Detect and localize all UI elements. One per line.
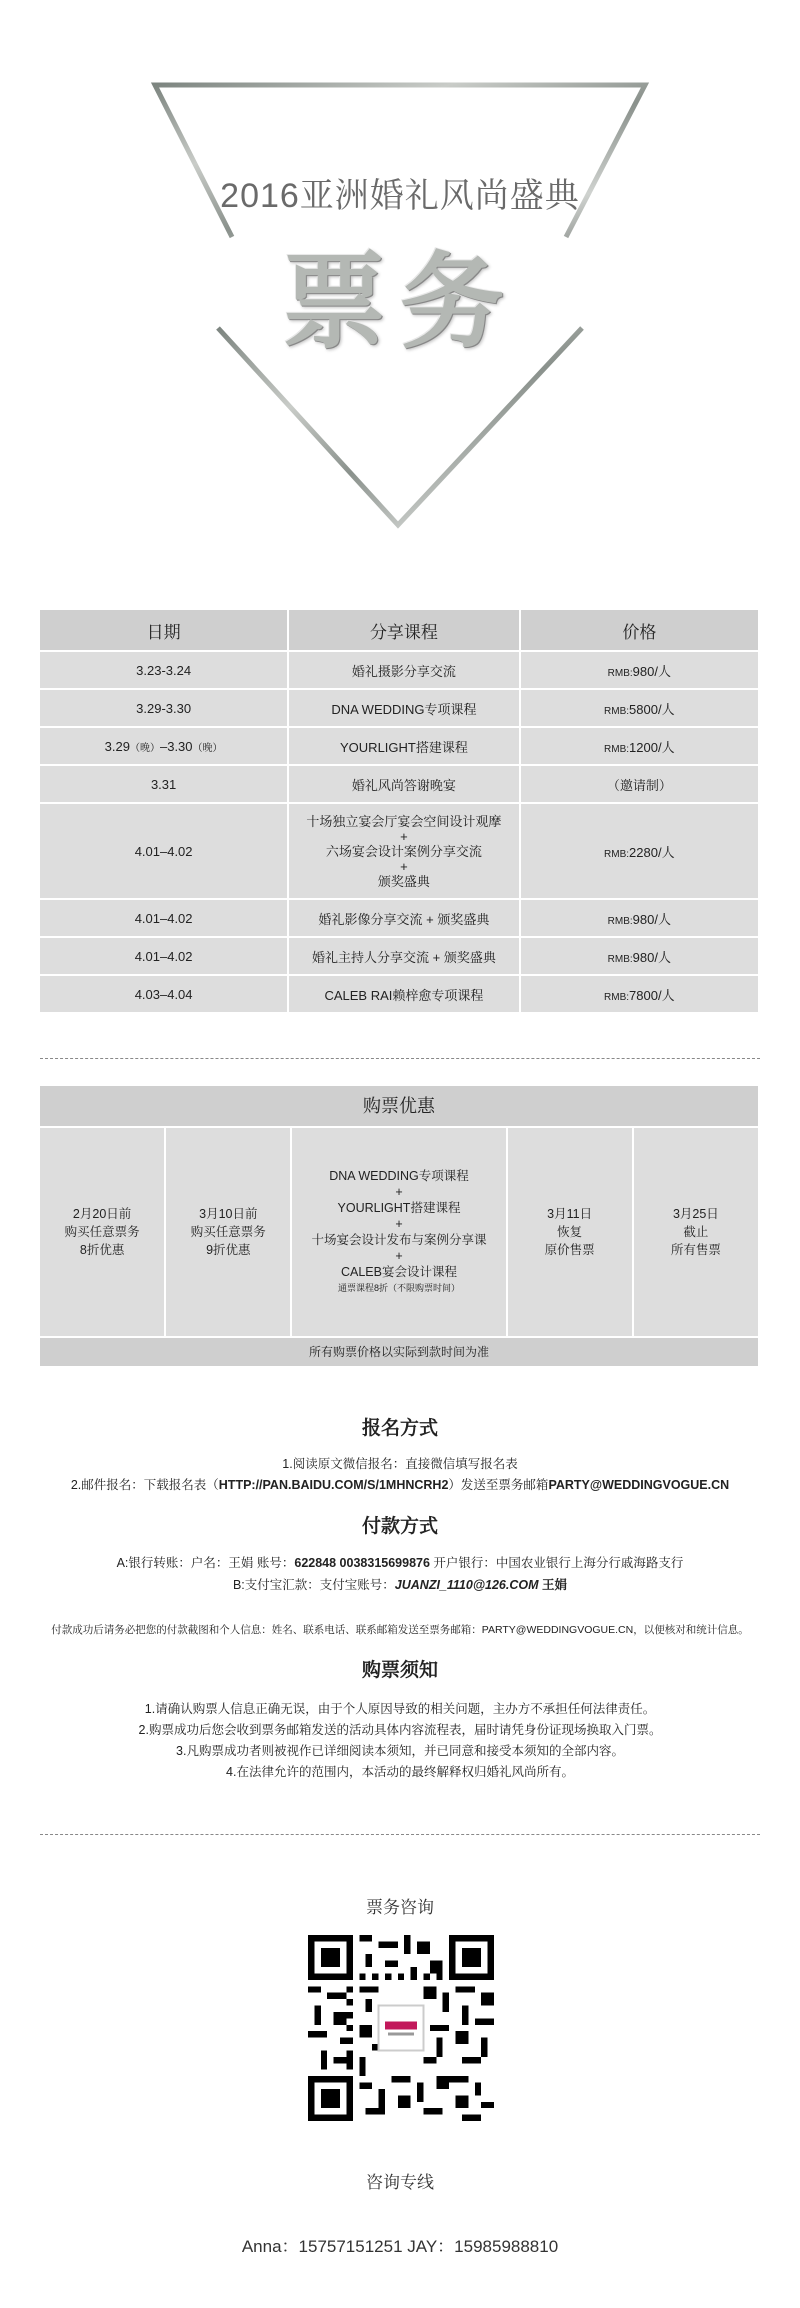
price-value: 980/人 bbox=[632, 949, 671, 965]
discount-text: 8折优惠 bbox=[79, 1243, 125, 1257]
table-header-row bbox=[40, 610, 759, 651]
discount-text: + bbox=[395, 1217, 403, 1231]
download-link[interactable]: HTTP://PAN.BAIDU.COM/S/1MHNCRH2 bbox=[218, 1478, 449, 1492]
discount-footer-row bbox=[40, 1337, 759, 1367]
price-value: 5800/人 bbox=[629, 701, 675, 717]
table-row bbox=[40, 765, 759, 803]
discount-text: 9折优惠 bbox=[206, 1243, 251, 1257]
discount-text: 原价售票 bbox=[544, 1243, 595, 1257]
discount-text: 2月20日前 bbox=[72, 1207, 132, 1221]
signup-text: 2.邮件报名：下载报名表（ bbox=[70, 1478, 219, 1492]
row-course: CALEB RAI赖梓愈专项课程 bbox=[288, 975, 519, 1013]
page-title: 票务 bbox=[281, 245, 518, 361]
course-line: 六场宴会设计案例分享交流 bbox=[325, 843, 482, 859]
discount-text: + bbox=[395, 1185, 403, 1199]
discount-footer: 所有购票价格以实际到款时间为准 bbox=[40, 1337, 759, 1367]
payment-text: A:银行转账：户名：王娟 账号： bbox=[116, 1556, 295, 1570]
row-price bbox=[520, 899, 759, 937]
price-value: 980/人 bbox=[632, 663, 671, 679]
header-date: 日期 bbox=[40, 610, 288, 651]
discount-text: 十场宴会设计发布与案例分享课 bbox=[311, 1233, 487, 1247]
course-line: 十场独立宴会厅宴会空间设计观摩 bbox=[306, 813, 502, 829]
notice-title: 购票须知 bbox=[361, 1660, 438, 1681]
row-course: 婚礼摄影分享交流 bbox=[288, 651, 519, 689]
row-date bbox=[40, 727, 288, 765]
discount-cell-pass bbox=[291, 1127, 506, 1337]
discount-note: 通票课程8折（不限购票时间） bbox=[337, 1283, 460, 1293]
discount-header-row bbox=[40, 1086, 759, 1127]
row-price bbox=[520, 803, 759, 899]
row-date: 4.03–4.04 bbox=[40, 975, 288, 1013]
price-table bbox=[40, 610, 760, 1014]
qr-code-icon bbox=[308, 1935, 494, 2121]
signup-line-1: 1.阅读原文微信报名：直接微信填写报名表 bbox=[282, 1457, 518, 1471]
row-price bbox=[520, 975, 759, 1013]
header-price: 价格 bbox=[520, 610, 759, 651]
currency-prefix: RMB: bbox=[607, 667, 633, 679]
event-subtitle: 2016亚洲婚礼风尚盛典 bbox=[220, 177, 580, 215]
qr-caption: 票务咨询 bbox=[366, 1898, 434, 1917]
currency-prefix: RMB: bbox=[604, 991, 630, 1003]
date-end: –3.30 bbox=[159, 738, 193, 754]
divider bbox=[40, 1834, 760, 1835]
discount-row bbox=[40, 1127, 759, 1337]
row-course bbox=[288, 803, 519, 899]
signup-text: ）发送至票务邮箱 bbox=[448, 1478, 549, 1492]
discount-text: CALEB宴会设计课程 bbox=[340, 1265, 457, 1279]
discount-table bbox=[40, 1086, 760, 1368]
discount-text: 恢复 bbox=[557, 1225, 583, 1239]
course-line: + bbox=[400, 858, 408, 874]
table-row bbox=[40, 975, 759, 1013]
row-price bbox=[520, 727, 759, 765]
course-line: 颁奖盛典 bbox=[377, 873, 430, 889]
currency-prefix: RMB: bbox=[607, 915, 633, 927]
table-row bbox=[40, 689, 759, 727]
notice-item: 3.凡购票成功者则被视作已详细阅读本须知，并已同意和接受本须知的全部内容。 bbox=[176, 1744, 624, 1758]
currency-prefix: RMB: bbox=[604, 848, 630, 860]
discount-text: 购买任意票务 bbox=[64, 1225, 140, 1239]
discount-text: DNA WEDDING专项课程 bbox=[329, 1169, 469, 1183]
row-course: DNA WEDDING专项课程 bbox=[288, 689, 519, 727]
header-course: 分享课程 bbox=[288, 610, 519, 651]
currency-prefix: RMB: bbox=[604, 705, 630, 717]
account-holder-name: 王娟 bbox=[542, 1578, 568, 1592]
row-course: 婚礼影像分享交流 + 颁奖盛典 bbox=[288, 899, 519, 937]
row-date: 4.01–4.02 bbox=[40, 937, 288, 975]
notice-item: 2.购票成功后您会收到票务邮箱发送的活动具体内容流程表，届时请凭身份证现场换取入门票。 bbox=[138, 1723, 662, 1737]
discount-text: 3月25日 bbox=[672, 1207, 719, 1221]
price-value: 1200/人 bbox=[629, 739, 675, 755]
table-row bbox=[40, 651, 759, 689]
row-price: （邀请制） bbox=[520, 765, 759, 803]
discount-text: YOURLIGHT搭建课程 bbox=[337, 1201, 461, 1215]
discount-text: 3月11日 bbox=[547, 1207, 593, 1221]
discount-text: 购买任意票务 bbox=[190, 1225, 266, 1239]
row-course: 婚礼风尚答谢晚宴 bbox=[288, 765, 519, 803]
hotline-title: 咨询专线 bbox=[366, 2173, 434, 2192]
discount-text: 所有售票 bbox=[670, 1243, 721, 1257]
payment-title: 付款方式 bbox=[361, 1516, 438, 1537]
table-row bbox=[40, 727, 759, 765]
notice-item: 1.请确认购票人信息正确无误，由于个人原因导致的相关问题，主办方不承担任何法律责任。 bbox=[144, 1702, 656, 1716]
currency-prefix: RMB: bbox=[604, 743, 630, 755]
discount-cell-feb bbox=[40, 1127, 165, 1337]
payment-line-b bbox=[0, 1575, 800, 1593]
payment-note: 付款成功后请务必把您的付款截图和个人信息：姓名、联系电话、联系邮箱发送至票务邮箱：PARTY@WEDDINGVOGUE.CN，以便核对和统计信息。 bbox=[51, 1624, 749, 1636]
row-date: 4.01–4.02 bbox=[40, 899, 288, 937]
hero-banner bbox=[0, 0, 800, 560]
discount-cell-mar25 bbox=[633, 1127, 759, 1337]
divider bbox=[40, 1058, 760, 1059]
discount-title: 购票优惠 bbox=[40, 1086, 759, 1127]
course-line: + bbox=[400, 828, 408, 844]
row-price bbox=[520, 937, 759, 975]
table-row bbox=[40, 803, 759, 899]
payment-text: B:支付宝汇款：支付宝账号： bbox=[232, 1578, 395, 1592]
row-price bbox=[520, 689, 759, 727]
payment-text: 开户银行：中国农业银行上海分行戚海路支行 bbox=[429, 1556, 684, 1570]
price-value: 2280/人 bbox=[629, 844, 675, 860]
signup-line-2 bbox=[0, 1475, 800, 1493]
date-start: 3.29 bbox=[104, 738, 130, 754]
price-value: 980/人 bbox=[632, 911, 671, 927]
payment-line-a bbox=[0, 1553, 800, 1571]
bank-account-number: 622848 0038315699876 bbox=[294, 1556, 430, 1570]
row-date: 3.29-3.30 bbox=[40, 689, 288, 727]
currency-prefix: RMB: bbox=[607, 953, 633, 965]
discount-cell-mar11 bbox=[507, 1127, 633, 1337]
table-row bbox=[40, 899, 759, 937]
table-row bbox=[40, 937, 759, 975]
discount-text: 截止 bbox=[683, 1225, 709, 1239]
hotline-numbers: Anna：15757151251 JAY：15985988810 bbox=[241, 2237, 559, 2256]
date-end-note: （晚） bbox=[192, 742, 223, 754]
discount-cell-mar10 bbox=[165, 1127, 291, 1337]
alipay-account: JUANZI_1110@126.COM bbox=[394, 1578, 539, 1592]
discount-text: + bbox=[395, 1249, 403, 1263]
row-course: YOURLIGHT搭建课程 bbox=[288, 727, 519, 765]
price-value: 7800/人 bbox=[629, 987, 675, 1003]
row-date: 3.23-3.24 bbox=[40, 651, 288, 689]
date-start-note: （晚） bbox=[129, 742, 160, 754]
ticket-email-link[interactable]: PARTY@WEDDINGVOGUE.CN bbox=[548, 1478, 730, 1492]
row-date: 3.31 bbox=[40, 765, 288, 803]
row-date: 4.01–4.02 bbox=[40, 803, 288, 899]
signup-title: 报名方式 bbox=[361, 1418, 438, 1439]
discount-text: 3月10日前 bbox=[199, 1207, 258, 1221]
row-price bbox=[520, 651, 759, 689]
row-course: 婚礼主持人分享交流 + 颁奖盛典 bbox=[288, 937, 519, 975]
notice-item: 4.在法律允许的范围内，本活动的最终解释权归婚礼风尚所有。 bbox=[226, 1765, 574, 1779]
